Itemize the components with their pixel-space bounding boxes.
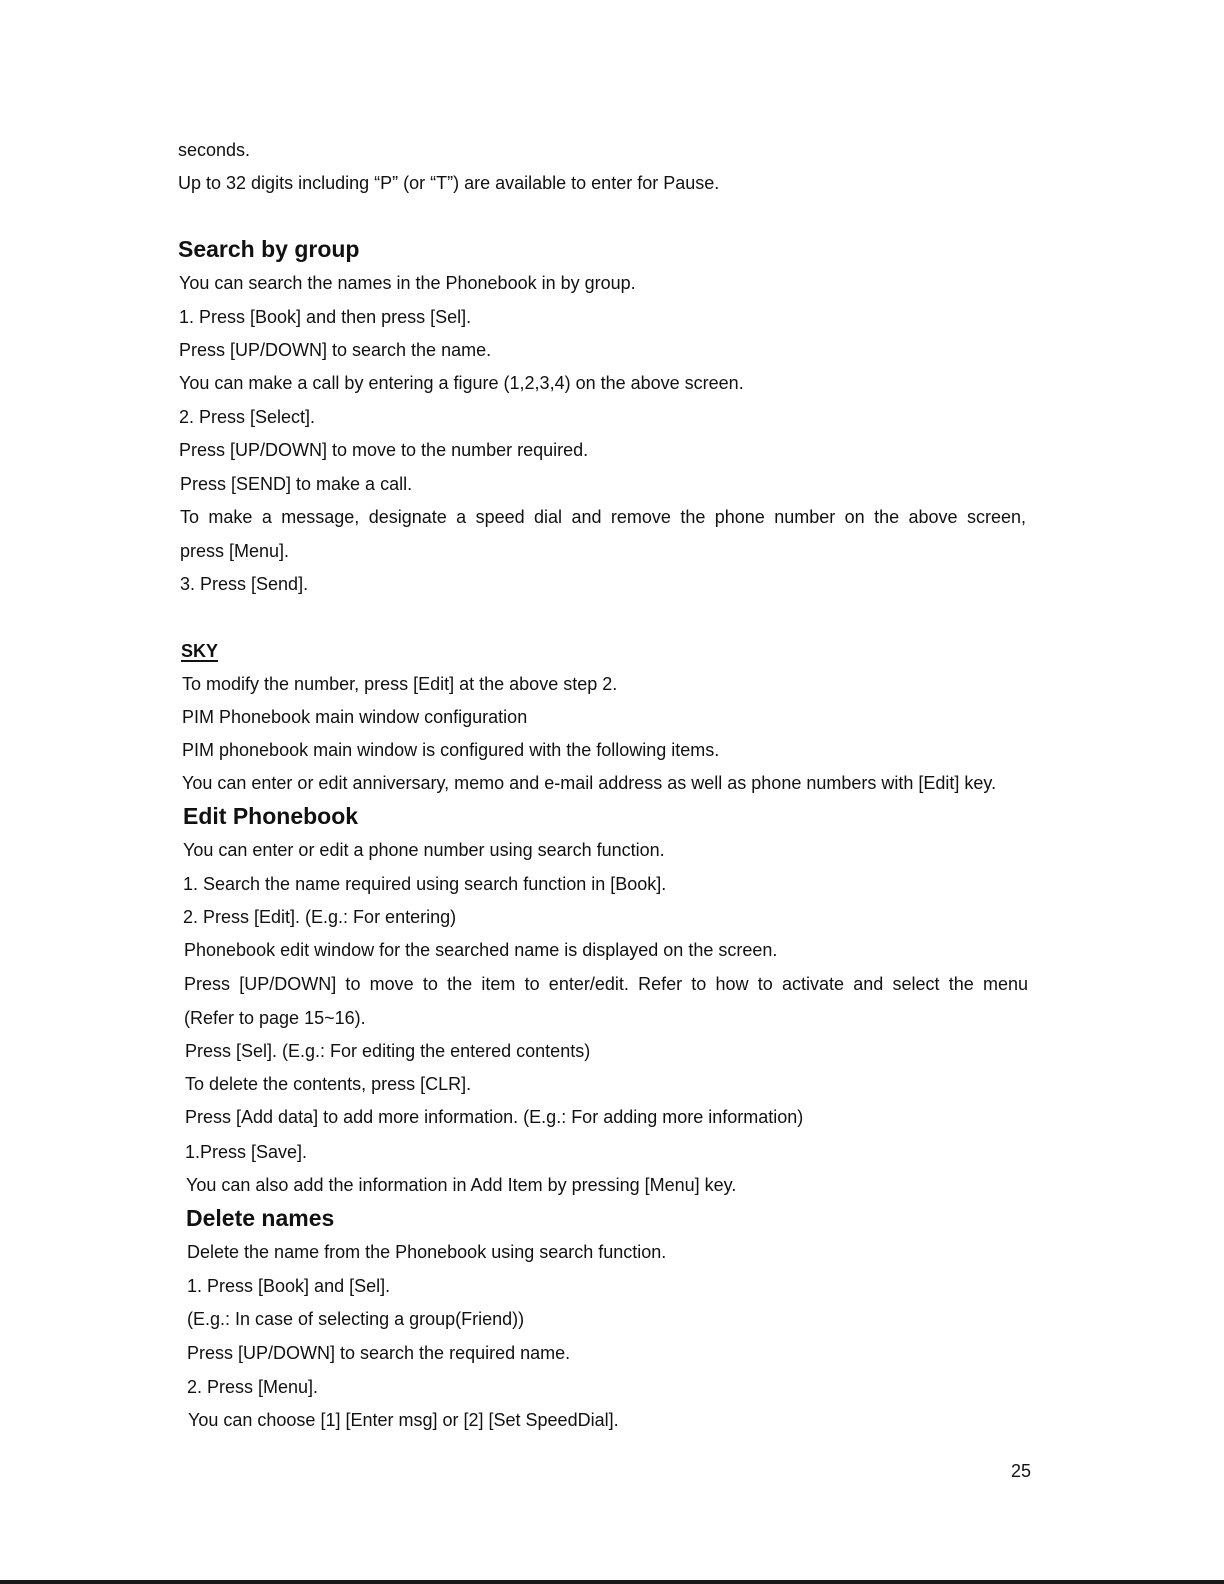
search-by-group-line-7: Press [SEND] to make a call. <box>180 474 413 494</box>
search-by-group-line-9: press [Menu]. <box>180 541 290 561</box>
search-by-group-line-6: Press [UP/DOWN] to move to the number required. <box>179 440 589 460</box>
delete-names-line-1: Delete the name from the Phonebook using search function. <box>187 1242 667 1262</box>
search-by-group-line-5: 2. Press [Select]. <box>179 407 316 427</box>
edit-phonebook-line-10: 1.Press [Save]. <box>185 1142 308 1162</box>
edit-phonebook-line-9: Press [Add data] to add more information. (E.g.: For adding more information) <box>185 1107 804 1127</box>
sky-line-1: To modify the number, press [Edit] at the above step 2. <box>182 674 618 694</box>
intro-line-2: Up to 32 digits including “P” (or “T”) are available to enter for Pause. <box>178 173 720 193</box>
edit-phonebook-line-1: You can enter or edit a phone number using search function. <box>183 840 665 860</box>
delete-names-line-6: You can choose [1] [Enter msg] or [2] [Set SpeedDial]. <box>188 1410 619 1430</box>
delete-names-line-5: 2. Press [Menu]. <box>187 1377 319 1397</box>
search-by-group-line-3: Press [UP/DOWN] to search the name. <box>179 340 492 360</box>
edit-phonebook-line-6: (Refer to page 15~16). <box>184 1008 366 1028</box>
search-by-group-heading: Search by group <box>178 236 360 262</box>
sky-line-4: You can enter or edit anniversary, memo and e-mail address as well as phone numbers with [Edit] key. <box>182 773 997 793</box>
delete-names-line-3: (E.g.: In case of selecting a group(Friend)) <box>187 1309 525 1329</box>
delete-names-line-4: Press [UP/DOWN] to search the required name. <box>187 1343 571 1363</box>
edit-phonebook-line-3: 2. Press [Edit]. (E.g.: For entering) <box>183 907 457 927</box>
search-by-group-line-10: 3. Press [Send]. <box>180 574 309 594</box>
sky-line-3: PIM phonebook main window is configured with the following items. <box>182 740 720 760</box>
edit-phonebook-line-11: You can also add the information in Add Item by pressing [Menu] key. <box>186 1175 737 1195</box>
page-number: 25 <box>1011 1461 1032 1481</box>
search-by-group-line-4: You can make a call by entering a figure (1,2,3,4) on the above screen. <box>179 373 744 393</box>
edit-phonebook-heading: Edit Phonebook <box>183 803 359 829</box>
sky-label: SKY <box>181 641 219 661</box>
search-by-group-line-2: 1. Press [Book] and then press [Sel]. <box>179 307 472 327</box>
edit-phonebook-line-7: Press [Sel]. (E.g.: For editing the entered contents) <box>185 1041 591 1061</box>
search-by-group-line-1: You can search the names in the Phonebook in by group. <box>179 273 636 293</box>
edit-phonebook-line-4: Phonebook edit window for the searched name is displayed on the screen. <box>184 940 778 960</box>
edit-phonebook-line-2: 1. Search the name required using search function in [Book]. <box>183 874 667 894</box>
search-by-group-line-8: To make a message, designate a speed dial and remove the phone number on the above screen, <box>180 507 1026 527</box>
edit-phonebook-line-8: To delete the contents, press [CLR]. <box>185 1074 472 1094</box>
sky-line-2: PIM Phonebook main window configuration <box>182 707 528 727</box>
bottom-border <box>0 1580 1224 1584</box>
delete-names-heading: Delete names <box>186 1205 335 1231</box>
edit-phonebook-line-5: Press [UP/DOWN] to move to the item to enter/edit. Refer to how to activate and select the menu <box>184 974 1028 994</box>
delete-names-line-2: 1. Press [Book] and [Sel]. <box>187 1276 391 1296</box>
intro-line-1: seconds. <box>178 140 251 160</box>
